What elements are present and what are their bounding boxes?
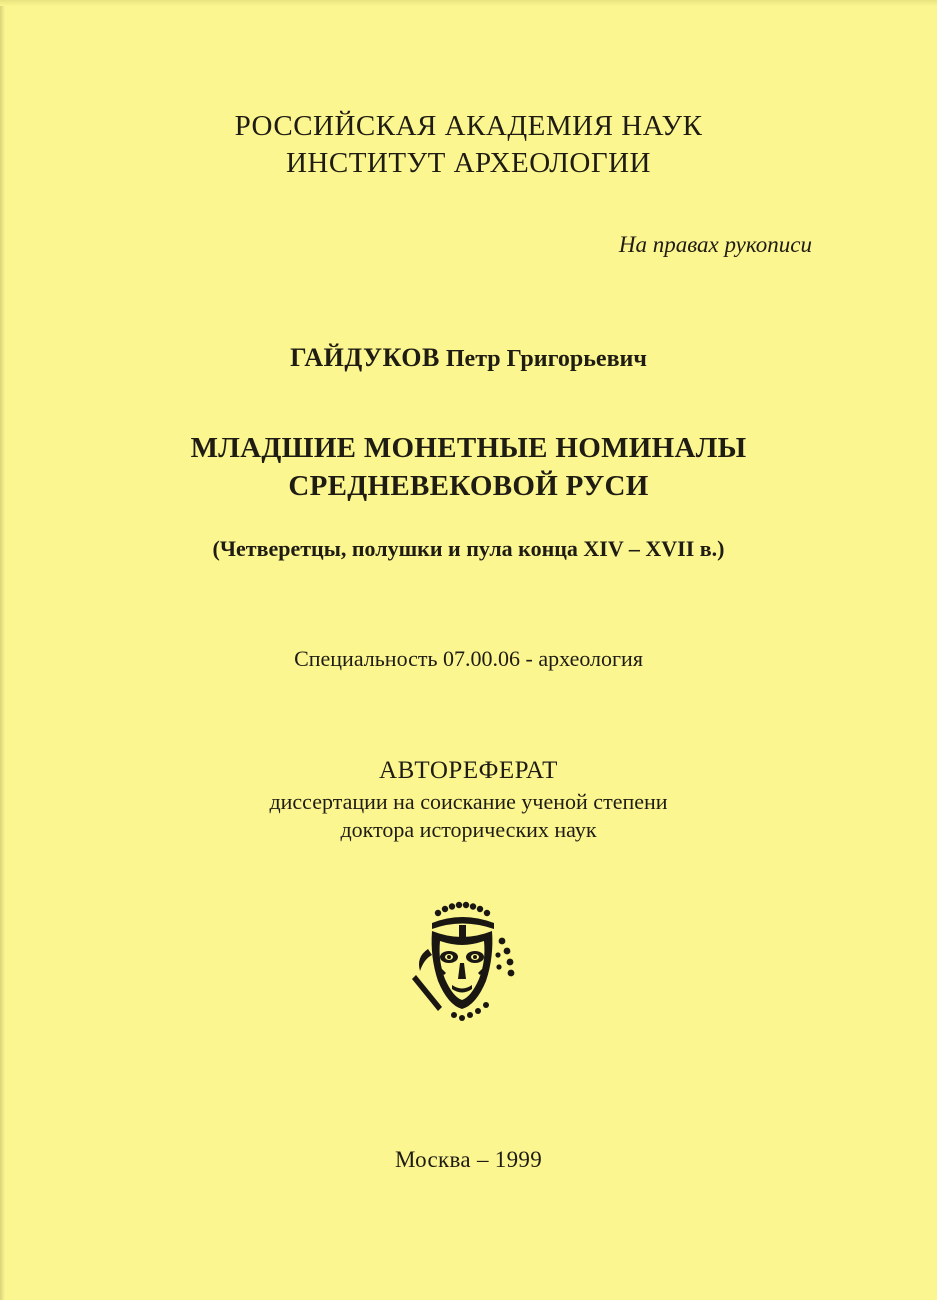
- subtitle: (Четверетцы, полушки и пула конца XIV – XVII в.): [212, 536, 725, 561]
- institute-name: ИНСТИТУТ АРХЕОЛОГИИ: [285, 147, 652, 179]
- author-given-names: Петр Григорьевич: [445, 346, 647, 372]
- academy-name: РОССИЙСКАЯ АКАДЕМИЯ НАУК: [234, 110, 703, 142]
- author-name: [0, 343, 937, 373]
- rights-note: На правах рукописи: [618, 232, 812, 257]
- title-line-2: СРЕДНЕВЕКОВОЙ РУСИ: [288, 470, 649, 502]
- abstract-line-1: диссертации на соискание ученой степени: [269, 789, 668, 814]
- abstract-heading: АВТОРЕФЕРАТ: [379, 757, 558, 784]
- specialty: Специальность 07.00.06 - археология: [294, 646, 643, 671]
- imprint-city-year: Москва – 1999: [395, 1147, 542, 1172]
- archaeological-mask-emblem-icon: [402, 897, 527, 1027]
- top-edge-shadow: [0, 0, 937, 6]
- author-surname: ГАЙДУКОВ: [290, 343, 440, 372]
- title-line-1: МЛАДШИЕ МОНЕТНЫЕ НОМИНАЛЫ: [190, 432, 747, 464]
- abstract-line-2: доктора исторических наук: [340, 817, 597, 842]
